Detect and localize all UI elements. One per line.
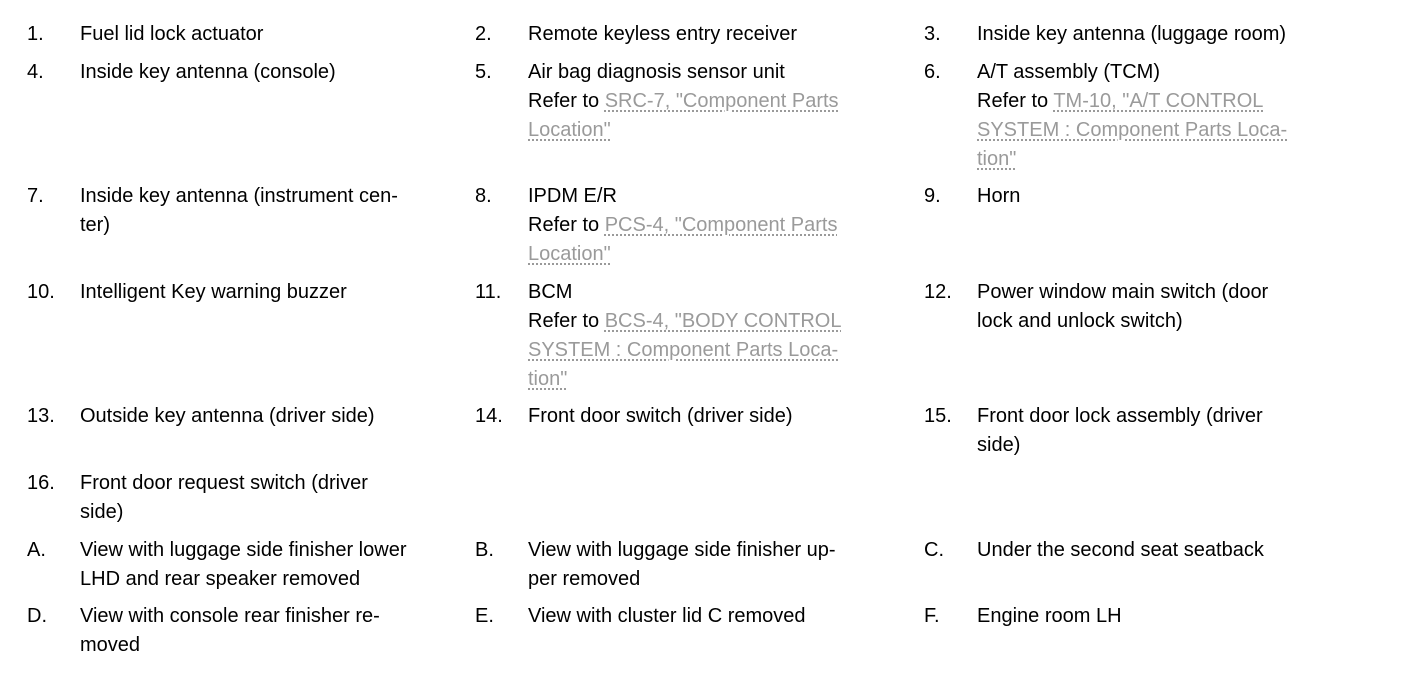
- item-description: [80, 20, 465, 49]
- description-text: Remote keyless entry receiver: [528, 23, 797, 45]
- description-text: LHD and rear speaker removed: [80, 568, 361, 590]
- item-description: [528, 278, 913, 394]
- item-description: [977, 602, 1362, 631]
- description-line: [80, 58, 465, 87]
- description-text: A/T assembly (TCM): [977, 61, 1160, 83]
- item-description: [80, 602, 465, 660]
- description-text: side): [80, 501, 124, 523]
- description-line: [80, 536, 465, 565]
- description-text: Horn: [977, 185, 1021, 207]
- description-text: IPDM E/R: [528, 185, 617, 207]
- description-text: View with luggage side finisher up-: [528, 539, 836, 561]
- description-line: [80, 565, 465, 594]
- item-description: [528, 602, 913, 631]
- item-number: 6.: [924, 61, 941, 83]
- item-number: D.: [27, 605, 47, 627]
- description-line: [528, 307, 913, 336]
- description-line: [977, 402, 1362, 431]
- description-text: side): [977, 434, 1021, 456]
- description-line: [80, 631, 465, 660]
- description-line: [977, 182, 1362, 211]
- description-line: [528, 58, 913, 87]
- description-line: [977, 87, 1362, 116]
- item-number: 11.: [475, 281, 502, 303]
- description-text: Front door switch (driver side): [528, 405, 793, 427]
- description-line: [528, 402, 913, 431]
- item-number: 4.: [27, 61, 44, 83]
- item-number: 10.: [27, 281, 55, 303]
- item-number: 1.: [27, 23, 44, 45]
- description-line: [528, 536, 913, 565]
- description-line: [977, 116, 1362, 145]
- description-text: ter): [80, 214, 110, 236]
- description-line: [80, 498, 465, 527]
- item-number: F.: [924, 605, 940, 627]
- description-line: [977, 431, 1362, 460]
- item-description: [528, 58, 913, 145]
- item-description: [80, 469, 465, 527]
- reference-link[interactable]: SRC-7, "Component Parts: [604, 90, 839, 112]
- reference-link[interactable]: Location": [528, 243, 611, 265]
- description-line: [977, 145, 1362, 174]
- description-line: [80, 469, 465, 498]
- item-number: 5.: [475, 61, 492, 83]
- description-text: Under the second seat seatback: [977, 539, 1264, 561]
- description-line: [977, 58, 1362, 87]
- item-description: [977, 182, 1362, 211]
- description-line: [977, 278, 1362, 307]
- description-text: lock and unlock switch): [977, 310, 1183, 332]
- item-description: [528, 402, 913, 431]
- description-line: [528, 240, 913, 269]
- item-description: [977, 402, 1362, 460]
- item-description: [977, 20, 1362, 49]
- description-line: [528, 182, 913, 211]
- description-line: [528, 336, 913, 365]
- item-number: 12.: [924, 281, 952, 303]
- reference-link[interactable]: BCS-4, "BODY CONTROL: [604, 310, 842, 332]
- description-text: Front door lock assembly (driver: [977, 405, 1263, 427]
- description-text: Refer to: [977, 90, 1054, 112]
- description-line: [977, 602, 1362, 631]
- item-number: 8.: [475, 185, 492, 207]
- reference-link[interactable]: tion": [528, 368, 568, 390]
- description-line: [80, 602, 465, 631]
- description-text: Air bag diagnosis sensor unit: [528, 61, 785, 83]
- description-text: moved: [80, 634, 141, 656]
- description-line: [528, 87, 913, 116]
- description-line: [80, 182, 465, 211]
- item-number: 13.: [27, 405, 55, 427]
- description-text: Refer to: [528, 90, 605, 112]
- item-description: [80, 402, 465, 431]
- item-description: [528, 20, 913, 49]
- description-text: Refer to: [528, 310, 605, 332]
- description-text: Power window main switch (door: [977, 281, 1269, 303]
- description-text: Refer to: [528, 214, 605, 236]
- item-description: [80, 182, 465, 240]
- description-text: Front door request switch (driver: [80, 472, 368, 494]
- description-line: [528, 365, 913, 394]
- item-description: [528, 182, 913, 269]
- item-description: [977, 536, 1362, 565]
- item-number: E.: [475, 605, 494, 627]
- item-number: A.: [27, 539, 46, 561]
- description-line: [80, 278, 465, 307]
- description-line: [977, 307, 1362, 336]
- item-number: B.: [475, 539, 494, 561]
- reference-link[interactable]: tion": [977, 148, 1017, 170]
- description-text: BCM: [528, 281, 573, 303]
- description-text: Inside key antenna (luggage room): [977, 23, 1287, 45]
- reference-link[interactable]: SYSTEM : Component Parts Loca-: [977, 119, 1288, 141]
- item-description: [977, 58, 1362, 174]
- description-line: [528, 602, 913, 631]
- description-text: Outside key antenna (driver side): [80, 405, 375, 427]
- item-number: 9.: [924, 185, 941, 207]
- description-text: Fuel lid lock actuator: [80, 23, 264, 45]
- description-text: per removed: [528, 568, 641, 590]
- item-description: [80, 536, 465, 594]
- description-text: View with console rear finisher re-: [80, 605, 380, 627]
- description-text: View with cluster lid C removed: [528, 605, 806, 627]
- reference-link[interactable]: TM-10, "A/T CONTROL: [1053, 90, 1264, 112]
- description-text: Engine room LH: [977, 605, 1122, 627]
- item-description: [977, 278, 1362, 336]
- description-text: Intelligent Key warning buzzer: [80, 281, 347, 303]
- item-number: 2.: [475, 23, 492, 45]
- item-number: 3.: [924, 23, 941, 45]
- description-line: [80, 211, 465, 240]
- item-description: [80, 58, 465, 87]
- description-line: [80, 402, 465, 431]
- description-line: [528, 278, 913, 307]
- description-text: Inside key antenna (instrument cen-: [80, 185, 398, 207]
- description-text: Inside key antenna (console): [80, 61, 336, 83]
- description-text: View with luggage side finisher lower: [80, 539, 407, 561]
- reference-link[interactable]: PCS-4, "Component Parts: [604, 214, 838, 236]
- description-line: [80, 20, 465, 49]
- item-number: 16.: [27, 472, 55, 494]
- item-number: 15.: [924, 405, 952, 427]
- item-number: 14.: [475, 405, 503, 427]
- description-line: [528, 565, 913, 594]
- description-line: [977, 536, 1362, 565]
- description-line: [528, 211, 913, 240]
- item-description: [80, 278, 465, 307]
- description-line: [528, 20, 913, 49]
- reference-link[interactable]: SYSTEM : Component Parts Loca-: [528, 339, 839, 361]
- item-description: [528, 536, 913, 594]
- reference-link[interactable]: Location": [528, 119, 611, 141]
- item-number: C.: [924, 539, 944, 561]
- item-number: 7.: [27, 185, 44, 207]
- description-line: [977, 20, 1362, 49]
- description-line: [528, 116, 913, 145]
